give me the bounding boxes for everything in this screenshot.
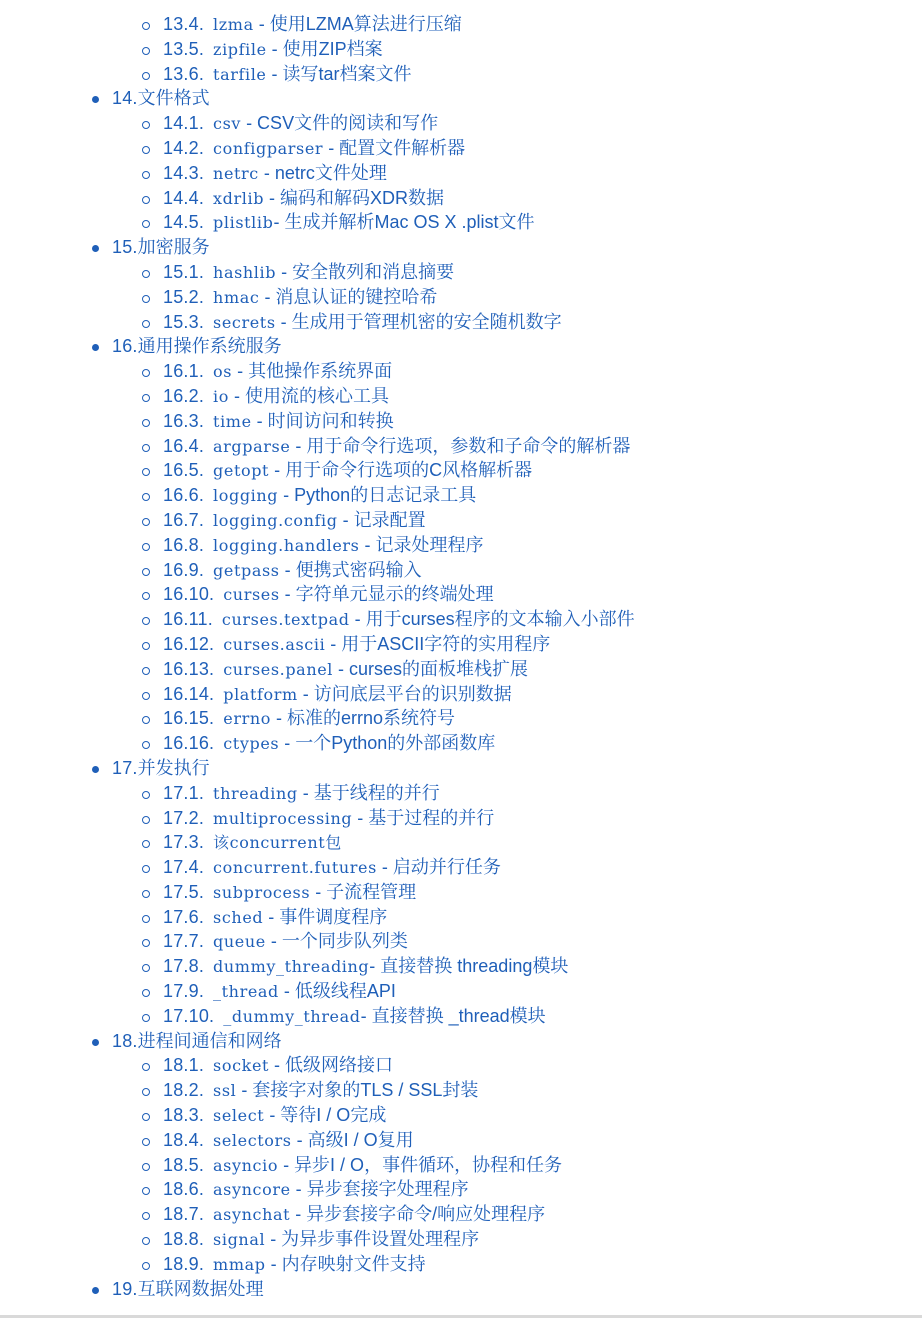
module-name-link[interactable]: logging.handlers xyxy=(213,535,360,555)
item-description[interactable]: - 启动并行任务 xyxy=(376,857,501,878)
item-description[interactable]: - 安全散列和消息摘要 xyxy=(276,261,455,282)
item-number: 16.16. xyxy=(163,733,215,754)
hollow-bullet-icon xyxy=(142,1262,150,1270)
toc-item[interactable] xyxy=(0,1128,922,1153)
item-description[interactable]: - 一个Python的外部函数库 xyxy=(279,733,496,754)
hollow-bullet-icon xyxy=(142,320,150,328)
item-number: 17.2. xyxy=(163,807,205,828)
item-number: 16.3. xyxy=(163,410,205,431)
module-name-link[interactable]: 该concurrent包 xyxy=(213,833,342,853)
item-description[interactable]: - 用于curses程序的文本输入小部件 xyxy=(349,609,635,630)
item-description[interactable]: - 标准的errno系统符号 xyxy=(270,708,455,729)
toc-item[interactable] xyxy=(0,161,922,186)
toc-item[interactable] xyxy=(0,880,922,905)
toc-item[interactable] xyxy=(0,558,922,583)
toc-item[interactable] xyxy=(0,706,922,731)
module-name-link[interactable]: select xyxy=(213,1106,265,1126)
toc-item[interactable] xyxy=(0,1177,922,1202)
toc-item[interactable] xyxy=(0,582,922,607)
toc-item[interactable] xyxy=(0,781,922,806)
hollow-bullet-icon xyxy=(142,716,150,724)
item-description[interactable]: - Python的日志记录工具 xyxy=(278,485,477,506)
item-description[interactable]: - 编码和解码XDR数据 xyxy=(264,187,445,208)
hollow-bullet-icon xyxy=(142,22,150,30)
module-name-link[interactable]: concurrent.futures xyxy=(213,858,377,878)
item-description[interactable]: - 其他操作系统界面 xyxy=(232,361,393,382)
item-description[interactable]: - 使用流的核心工具 xyxy=(229,385,389,406)
toc-item[interactable] xyxy=(0,483,922,508)
section-title-link[interactable]: 进程间通信和网络 xyxy=(137,1030,282,1051)
item-number: 17.8. xyxy=(163,956,205,977)
module-name-link[interactable]: hashlib xyxy=(213,262,277,282)
hollow-bullet-icon xyxy=(142,518,150,526)
item-description[interactable]: - 便携式密码输入 xyxy=(279,559,422,580)
item-description[interactable]: - netrc文件处理 xyxy=(258,162,387,183)
module-name-link[interactable]: queue xyxy=(213,932,266,952)
bullet-icon xyxy=(92,96,99,103)
toc-item[interactable] xyxy=(0,682,922,707)
hollow-bullet-icon xyxy=(142,989,150,997)
hollow-bullet-icon xyxy=(142,1014,150,1022)
toc-section[interactable] xyxy=(0,334,922,359)
item-description[interactable]: - 异步套接字处理程序 xyxy=(290,1179,469,1200)
module-name-link[interactable]: socket xyxy=(213,1056,270,1076)
toc-item[interactable] xyxy=(0,905,922,930)
item-number: 13.4. xyxy=(163,14,205,34)
toc-item[interactable] xyxy=(0,136,922,161)
module-name-link[interactable]: subprocess xyxy=(213,882,311,902)
toc-item[interactable] xyxy=(0,1202,922,1227)
toc-section[interactable] xyxy=(0,756,922,781)
item-description[interactable]: - 生成用于管理机密的安全随机数字 xyxy=(275,311,562,332)
hollow-bullet-icon xyxy=(142,543,150,551)
module-name-link[interactable]: curses.ascii xyxy=(223,634,326,654)
hollow-bullet-icon xyxy=(142,1088,150,1096)
item-number: 16.10. xyxy=(163,584,215,605)
module-name-link[interactable]: curses.textpad xyxy=(221,610,350,630)
toc-section[interactable] xyxy=(0,1029,922,1054)
item-number: 18.9. xyxy=(163,1253,205,1274)
item-number: 18.7. xyxy=(163,1204,205,1225)
item-number: 18.3. xyxy=(163,1105,205,1126)
hollow-bullet-icon xyxy=(142,121,150,129)
item-number: 16.1. xyxy=(163,361,205,382)
module-name-link[interactable]: getopt xyxy=(213,461,270,481)
item-description[interactable]: - 基于过程的并行 xyxy=(352,807,495,828)
module-name-link[interactable]: asyncio xyxy=(213,1155,279,1175)
item-description[interactable]: - 用于命令行选项，参数和子命令的解析器 xyxy=(290,435,631,456)
item-number: 16.8. xyxy=(163,534,205,555)
item-number: 17.7. xyxy=(163,931,205,952)
item-number: 14.4. xyxy=(163,187,205,208)
hollow-bullet-icon xyxy=(142,270,150,278)
item-description[interactable]: - 为异步事件设置处理程序 xyxy=(265,1229,480,1250)
item-description[interactable]: - 内存映射文件支持 xyxy=(265,1253,426,1274)
hollow-bullet-icon xyxy=(142,171,150,179)
module-name-link[interactable]: lzma xyxy=(213,15,254,34)
hollow-bullet-icon xyxy=(142,667,150,675)
section-number: 15. xyxy=(112,237,138,258)
item-description[interactable]: - 事件调度程序 xyxy=(263,906,388,927)
item-description[interactable]: - CSV文件的阅读和写作 xyxy=(241,113,439,134)
toc-item[interactable] xyxy=(0,359,922,384)
hollow-bullet-icon xyxy=(142,1163,150,1171)
item-number: 17.10. xyxy=(163,1005,215,1026)
item-number: 17.4. xyxy=(163,857,205,878)
item-description[interactable]: - 使用ZIP档案 xyxy=(266,38,383,59)
item-number: 16.11. xyxy=(163,609,213,630)
hollow-bullet-icon xyxy=(142,592,150,600)
item-number: 15.3. xyxy=(163,311,205,332)
item-number: 17.6. xyxy=(163,906,205,927)
module-name-link[interactable]: xdrlib xyxy=(213,188,265,208)
item-number: 16.4. xyxy=(163,435,205,456)
module-name-link[interactable]: logging.config xyxy=(213,510,338,530)
item-description[interactable]: - 配置文件解析器 xyxy=(323,137,466,158)
module-name-link[interactable]: _thread xyxy=(213,982,279,1002)
module-name-link[interactable]: ssl xyxy=(213,1081,237,1101)
module-name-link[interactable]: selectors xyxy=(213,1130,292,1150)
item-number: 13.5. xyxy=(163,38,205,59)
module-name-link[interactable]: hmac xyxy=(213,287,260,307)
hollow-bullet-icon xyxy=(142,642,150,650)
item-number: 17.3. xyxy=(163,832,205,853)
item-number: 16.6. xyxy=(163,485,205,506)
hollow-bullet-icon xyxy=(142,939,150,947)
hollow-bullet-icon xyxy=(142,865,150,873)
toc-item[interactable] xyxy=(0,1227,922,1252)
hollow-bullet-icon xyxy=(142,146,150,154)
module-name-link[interactable]: zipfile xyxy=(213,39,267,59)
module-name-link[interactable]: dummy_threading xyxy=(213,957,370,977)
toc-item[interactable] xyxy=(0,12,922,37)
item-number: 14.3. xyxy=(163,162,205,183)
module-name-link[interactable]: configparser xyxy=(213,138,324,158)
section-title-link[interactable]: 互联网数据处理 xyxy=(137,1278,264,1299)
hollow-bullet-icon xyxy=(142,1237,150,1245)
section-number: 19. xyxy=(112,1278,138,1299)
hollow-bullet-icon xyxy=(142,741,150,749)
item-number: 16.2. xyxy=(163,385,205,406)
item-description[interactable]: - 基于线程的并行 xyxy=(297,782,440,803)
bullet-icon xyxy=(92,245,99,252)
hollow-bullet-icon xyxy=(142,1138,150,1146)
module-name-link[interactable]: time xyxy=(213,411,252,431)
section-title-link[interactable]: 加密服务 xyxy=(137,237,210,258)
item-description[interactable]: - 子流程管理 xyxy=(310,881,417,902)
item-number: 17.9. xyxy=(163,981,205,1002)
item-description[interactable]: - 异步套接字命令/响应处理程序 xyxy=(290,1204,546,1225)
module-name-link[interactable]: curses xyxy=(223,585,280,605)
table-of-contents xyxy=(0,12,922,1301)
toc-section[interactable] xyxy=(0,1277,922,1302)
module-name-link[interactable]: logging xyxy=(213,486,279,506)
hollow-bullet-icon xyxy=(142,295,150,303)
toc-item[interactable] xyxy=(0,731,922,756)
item-number: 15.1. xyxy=(163,261,205,282)
module-name-link[interactable]: sched xyxy=(213,907,264,927)
toc-item[interactable] xyxy=(0,1153,922,1178)
item-description[interactable]: - 记录处理程序 xyxy=(359,534,484,555)
hollow-bullet-icon xyxy=(142,890,150,898)
hollow-bullet-icon xyxy=(142,47,150,55)
module-name-link[interactable]: secrets xyxy=(213,312,276,332)
hollow-bullet-icon xyxy=(142,394,150,402)
hollow-bullet-icon xyxy=(142,791,150,799)
bullet-icon xyxy=(92,766,99,773)
bullet-icon xyxy=(92,1039,99,1046)
toc-item[interactable] xyxy=(0,806,922,831)
module-name-link[interactable]: signal xyxy=(213,1230,266,1250)
module-name-link[interactable]: getpass xyxy=(213,560,280,580)
hollow-bullet-icon xyxy=(142,468,150,476)
module-name-link[interactable]: _dummy_thread xyxy=(223,1006,361,1026)
section-title-link[interactable]: 并发执行 xyxy=(137,757,210,778)
toc-item[interactable] xyxy=(0,954,922,979)
item-description[interactable]: - 消息认证的键控哈希 xyxy=(259,286,438,307)
item-description[interactable]: - 使用LZMA算法进行压缩 xyxy=(253,14,462,34)
module-name-link[interactable]: multiprocessing xyxy=(213,808,353,828)
section-number: 16. xyxy=(112,336,138,357)
item-description[interactable]: - 直接替换 _thread模块 xyxy=(360,1005,546,1026)
toc-item[interactable] xyxy=(0,186,922,211)
item-number: 18.1. xyxy=(163,1055,205,1076)
toc-item[interactable] xyxy=(0,458,922,483)
hollow-bullet-icon xyxy=(142,840,150,848)
hollow-bullet-icon xyxy=(142,419,150,427)
hollow-bullet-icon xyxy=(142,220,150,228)
hollow-bullet-icon xyxy=(142,369,150,377)
item-description[interactable]: - curses的面板堆栈扩展 xyxy=(333,658,529,679)
module-name-link[interactable]: asyncore xyxy=(213,1180,291,1200)
item-number: 16.9. xyxy=(163,559,205,580)
section-number: 14. xyxy=(112,88,138,109)
toc-item[interactable] xyxy=(0,1004,922,1029)
toc-item[interactable] xyxy=(0,62,922,87)
toc-item[interactable] xyxy=(0,508,922,533)
module-name-link[interactable]: io xyxy=(213,386,229,406)
module-name-link[interactable]: plistlib xyxy=(213,213,274,233)
toc-item[interactable] xyxy=(0,37,922,62)
item-number: 18.2. xyxy=(163,1080,205,1101)
item-description[interactable]: - 生成并解析Mac OS X .plist文件 xyxy=(273,212,535,233)
toc-item[interactable] xyxy=(0,384,922,409)
toc-item[interactable] xyxy=(0,409,922,434)
item-description[interactable]: - 一个同步队列类 xyxy=(265,931,408,952)
item-description[interactable]: - 直接替换 threading模块 xyxy=(369,956,569,977)
hollow-bullet-icon xyxy=(142,617,150,625)
item-description[interactable]: - 套接字对象的TLS / SSL封装 xyxy=(236,1080,479,1101)
module-name-link[interactable]: os xyxy=(213,362,233,382)
item-number: 18.5. xyxy=(163,1154,205,1175)
toc-item[interactable] xyxy=(0,1103,922,1128)
hollow-bullet-icon xyxy=(142,493,150,501)
toc-item[interactable] xyxy=(0,533,922,558)
toc-item[interactable] xyxy=(0,855,922,880)
toc-item[interactable] xyxy=(0,929,922,954)
toc-item[interactable] xyxy=(0,1252,922,1277)
item-number: 18.6. xyxy=(163,1179,205,1200)
section-number: 17. xyxy=(112,757,138,778)
section-title-link[interactable]: 文件格式 xyxy=(137,88,210,109)
module-name-link[interactable]: threading xyxy=(213,783,298,803)
item-number: 18.8. xyxy=(163,1229,205,1250)
toc-item[interactable] xyxy=(0,632,922,657)
item-description[interactable]: - 时间访问和转换 xyxy=(251,410,394,431)
toc-item[interactable] xyxy=(0,1053,922,1078)
module-name-link[interactable]: netrc xyxy=(213,163,259,183)
item-description[interactable]: - 等待I / O完成 xyxy=(264,1105,387,1126)
hollow-bullet-icon xyxy=(142,915,150,923)
toc-item[interactable] xyxy=(0,607,922,632)
hollow-bullet-icon xyxy=(142,1212,150,1220)
module-name-link[interactable]: asynchat xyxy=(213,1205,291,1225)
toc-item[interactable] xyxy=(0,285,922,310)
toc-item[interactable] xyxy=(0,830,922,855)
item-number: 14.1. xyxy=(163,113,205,134)
toc-item[interactable] xyxy=(0,210,922,235)
item-number: 14.2. xyxy=(163,137,205,158)
toc-section[interactable] xyxy=(0,235,922,260)
item-number: 16.15. xyxy=(163,708,215,729)
hollow-bullet-icon xyxy=(142,692,150,700)
toc-section[interactable] xyxy=(0,86,922,111)
module-name-link[interactable]: mmap xyxy=(213,1254,266,1274)
module-name-link[interactable]: ctypes xyxy=(223,734,280,754)
hollow-bullet-icon xyxy=(142,1063,150,1071)
item-description[interactable]: - 访问底层平台的识别数据 xyxy=(297,683,512,704)
item-number: 13.6. xyxy=(163,63,205,84)
item-description[interactable]: - 用于ASCII字符的实用程序 xyxy=(325,633,551,654)
hollow-bullet-icon xyxy=(142,444,150,452)
section-number: 18. xyxy=(112,1030,138,1051)
bullet-icon xyxy=(92,1287,99,1294)
hollow-bullet-icon xyxy=(142,964,150,972)
item-description[interactable]: - 高级I / O复用 xyxy=(291,1129,414,1150)
item-description[interactable]: - 字符单元显示的终端处理 xyxy=(279,584,494,605)
hollow-bullet-icon xyxy=(142,1113,150,1121)
toc-item[interactable] xyxy=(0,434,922,459)
module-name-link[interactable]: csv xyxy=(213,114,242,134)
item-number: 16.14. xyxy=(163,683,215,704)
item-description[interactable]: - 低级网络接口 xyxy=(269,1055,394,1076)
bullet-icon xyxy=(92,344,99,351)
section-title-link[interactable]: 通用操作系统服务 xyxy=(137,336,282,357)
module-name-link[interactable]: tarfile xyxy=(213,64,267,84)
hollow-bullet-icon xyxy=(142,196,150,204)
hollow-bullet-icon xyxy=(142,1187,150,1195)
hollow-bullet-icon xyxy=(142,72,150,80)
item-number: 17.5. xyxy=(163,881,205,902)
toc-item[interactable] xyxy=(0,657,922,682)
module-name-link[interactable]: errno xyxy=(223,709,271,729)
module-name-link[interactable]: argparse xyxy=(213,436,291,456)
item-description[interactable]: - 低级线程API xyxy=(278,981,396,1002)
toc-item[interactable] xyxy=(0,310,922,335)
item-description[interactable]: - 读写tar档案文件 xyxy=(266,63,412,84)
hollow-bullet-icon xyxy=(142,568,150,576)
module-name-link[interactable]: curses.panel xyxy=(223,659,334,679)
module-name-link[interactable]: platform xyxy=(223,684,298,704)
item-number: 16.7. xyxy=(163,509,205,530)
item-number: 14.5. xyxy=(163,212,205,233)
hollow-bullet-icon xyxy=(142,816,150,824)
item-description[interactable]: - 异步I / O，事件循环，协程和任务 xyxy=(278,1154,563,1175)
item-number: 16.12. xyxy=(163,633,215,654)
item-number: 16.13. xyxy=(163,658,215,679)
item-number: 16.5. xyxy=(163,460,205,481)
item-number: 17.1. xyxy=(163,782,205,803)
toc-item[interactable] xyxy=(0,260,922,285)
toc-item[interactable] xyxy=(0,979,922,1004)
toc-item[interactable] xyxy=(0,111,922,136)
toc-item[interactable] xyxy=(0,1078,922,1103)
item-description[interactable]: - 用于命令行选项的C风格解析器 xyxy=(269,460,533,481)
item-description[interactable]: - 记录配置 xyxy=(337,509,426,530)
item-number: 18.4. xyxy=(163,1129,205,1150)
item-number: 15.2. xyxy=(163,286,205,307)
